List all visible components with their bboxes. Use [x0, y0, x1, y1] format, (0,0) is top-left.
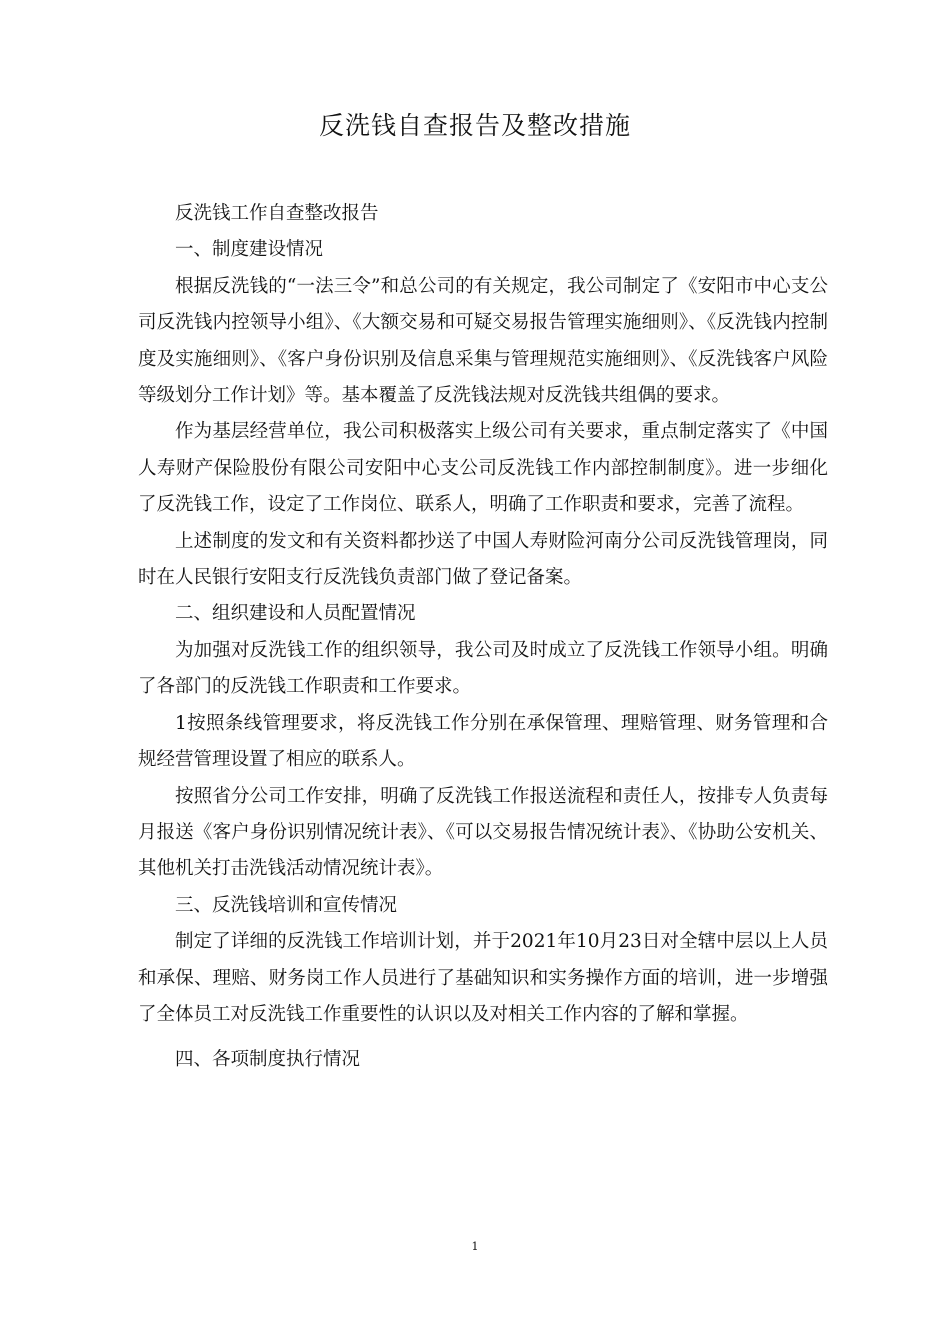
section-heading-2: 二、组织建设和人员配置情况: [175, 603, 416, 625]
body-paragraph: 制定了详细的反洗钱工作培训计划，并于2021年10月23日对全辖中层以上人员和承保、理赔、财务岗工作人员进行了基础知识和实务操作方面的培训，进一步增强了全体员工对反洗钱工作重要性的认识以及对相关工作内容的了解和掌握。: [138, 931, 828, 1025]
report-subtitle: 反洗钱工作自查整改报告: [175, 203, 379, 224]
section-heading-4: 四、各项制度执行情况: [175, 1049, 361, 1071]
page-number: 1: [471, 1240, 479, 1253]
document-title: 反洗钱自查报告及整改措施: [318, 111, 631, 140]
section-heading-3: 三、反洗钱培训和宣传情况: [175, 894, 398, 916]
section-heading-1: 一、制度建设情况: [175, 239, 324, 261]
body-paragraph: 为加强对反洗钱工作的组织领导，我公司及时成立了反洗钱工作领导小组。明确了各部门的反洗钱工作职责和工作要求。: [138, 639, 828, 698]
document-body: [138, 196, 828, 1079]
body-paragraph: 1按照条线管理要求，将反洗钱工作分别在承保管理、理赔管理、财务管理和合规经营管理设置了相应的联系人。: [138, 712, 828, 771]
body-paragraph: 根据反洗钱的“一法三令”和总公司的有关规定，我公司制定了《安阳市中心支公司反洗钱内控领导小组》、《大额交易和可疑交易报告管理实施细则》、《反洗钱内控制度及实施细则》、《客户身份识别及信息采集与管理规范实施细则》、《反洗钱客户风险等级划分工作计划》等。基本覆盖了反洗钱法规对反洗钱共组偶的要求。: [138, 275, 828, 407]
body-paragraph: 按照省分公司工作安排，明确了反洗钱工作报送流程和责任人，按排专人负责每月报送《客户身份识别情况统计表》、《可以交易报告情况统计表》、《协助公安机关、其他机关打击洗钱活动情况统计表》。: [138, 785, 828, 880]
body-paragraph: 上述制度的发文和有关资料都抄送了中国人寿财险河南分公司反洗钱管理岗，同时在人民银行安阳支行反洗钱负责部门做了登记备案。: [138, 530, 828, 589]
body-paragraph: 作为基层经营单位，我公司积极落实上级公司有关要求，重点制定落实了《中国人寿财产保险股份有限公司安阳中心支公司反洗钱工作内部控制制度》。进一步细化了反洗钱工作，设定了工作岗位、联系人，明确了工作职责和要求，完善了流程。: [138, 421, 828, 516]
